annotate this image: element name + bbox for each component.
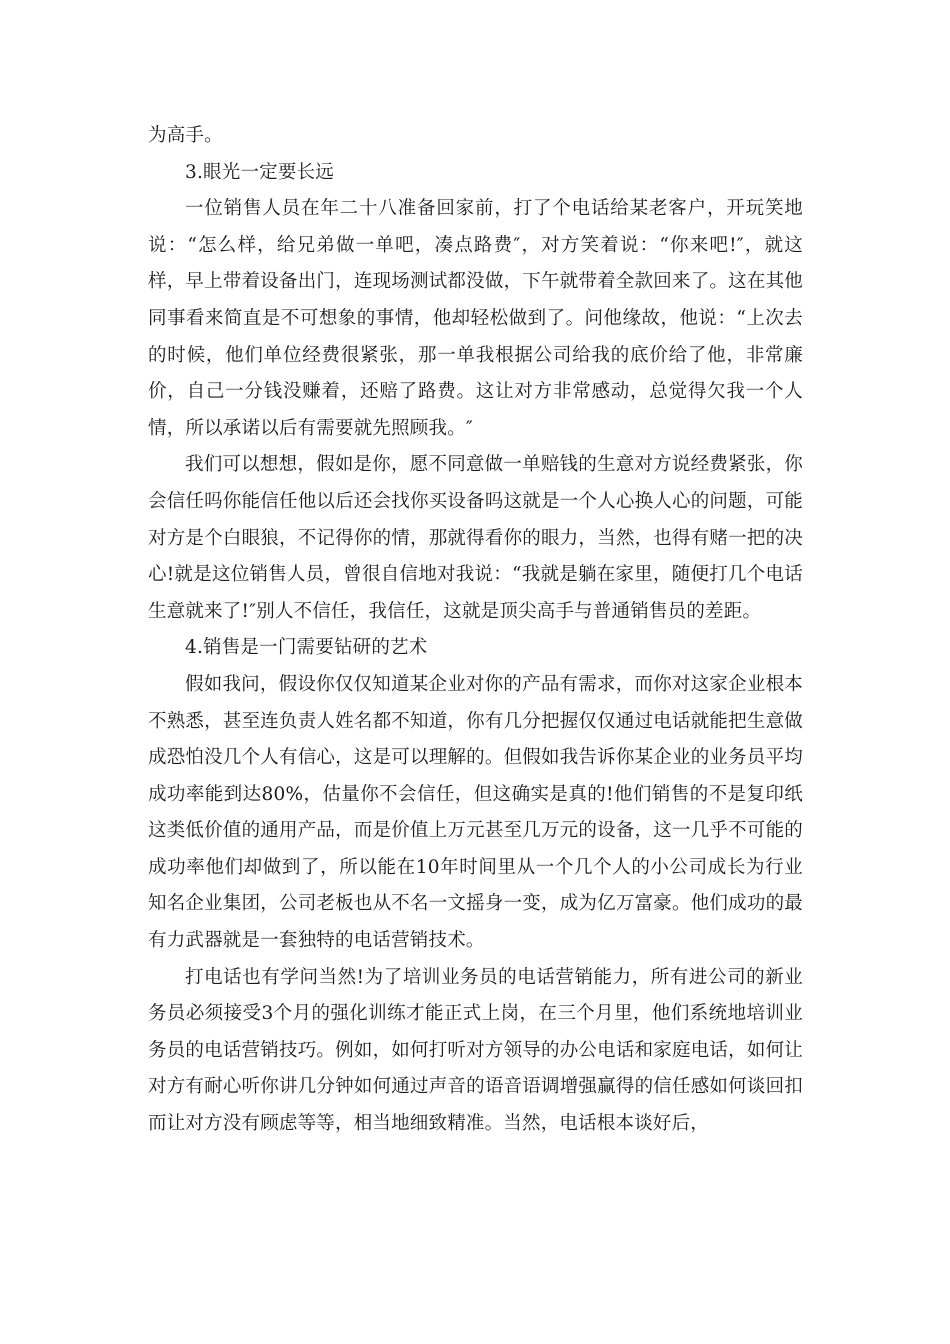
paragraph-training: 打电话也有学问当然!为了培训业务员的电话营销能力，所有进公司的新业务员必须接受3个月的强化训练才能正式上岗，在三个月里，他们系统地培训业务员的电话营销技巧。例如，如何打听对方领导的办公电话和家庭电话，如何让对方有耐心听你讲几分钟如何通过声音的语音语调增强赢得的信任感如何谈回扣而让对方没有顾虑等等，相当地细致精准。当然，电话根本谈好后，: [148, 966, 803, 1135]
paragraph-reflection: 我们可以想想，假如是你，愿不同意做一单赔钱的生意对方说经费紧张，你会信任吗你能信任他以后还会找你买设备吗这就是一个人心换人心的问题，可能对方是个白眼狼，不记得你的情，那就得看你的眼力，当然，也得有赌一把的决心!就是这位销售人员，曾很自信地对我说：“我就是躺在家里，随便打几个电话生意就来了!″别人不信任，我信任，这就是顶尖高手与普通销售员的差距。: [148, 454, 803, 622]
paragraph-success-rate: 假如我问，假设你仅仅知道某企业对你的产品有需求，而你对这家企业根本不熟悉，甚至连负责人姓名都不知道，你有几分把握仅仅通过电话就能把生意做成恐怕没几个人有信心，这是可以理解的。但假如我告诉你某企业的业务员平均成功率能到达80%，估量你不会信任，但这确实是真的!他们销售的不是复印纸这类低价值的通用产品，而是价值上万元甚至几万元的设备，这一几乎不可能的成功率他们却做到了，所以能在10年时间里从一个几个人的小公司成长为行业知名企业集团，公司老板也从不名一文摇身一变，成为亿万富豪。他们成功的最有力武器就是一套独特的电话营销技术。: [148, 673, 803, 952]
document-body: [148, 118, 803, 1143]
paragraph-sales-story: 一位销售人员在年二十八准备回家前，打了个电话给某老客户，开玩笑地说：“怎么样，给兄弟做一单吧，凑点路费″，对方笑着说：“你来吧!″，就这样，早上带着设备出门，连现场测试都没做，下午就带着全款回来了。这在其他同事看来简直是不可想象的事情，他却轻松做到了。问他缘故，他说：“上次去的时候，他们单位经费很紧张，那一单我根据公司给我的底价给了他，非常廉价，自己一分钱没赚着，还赔了路费。这让对方非常感动，总觉得欠我一个人情，所以承诺以后有需要就先照顾我。″: [148, 198, 803, 439]
section-heading-4: 4.销售是一门需要钻研的艺术: [185, 637, 428, 659]
paragraph-continuation: 为高手。: [148, 125, 223, 146]
section-heading-3: 3.眼光一定要长远: [185, 161, 334, 183]
